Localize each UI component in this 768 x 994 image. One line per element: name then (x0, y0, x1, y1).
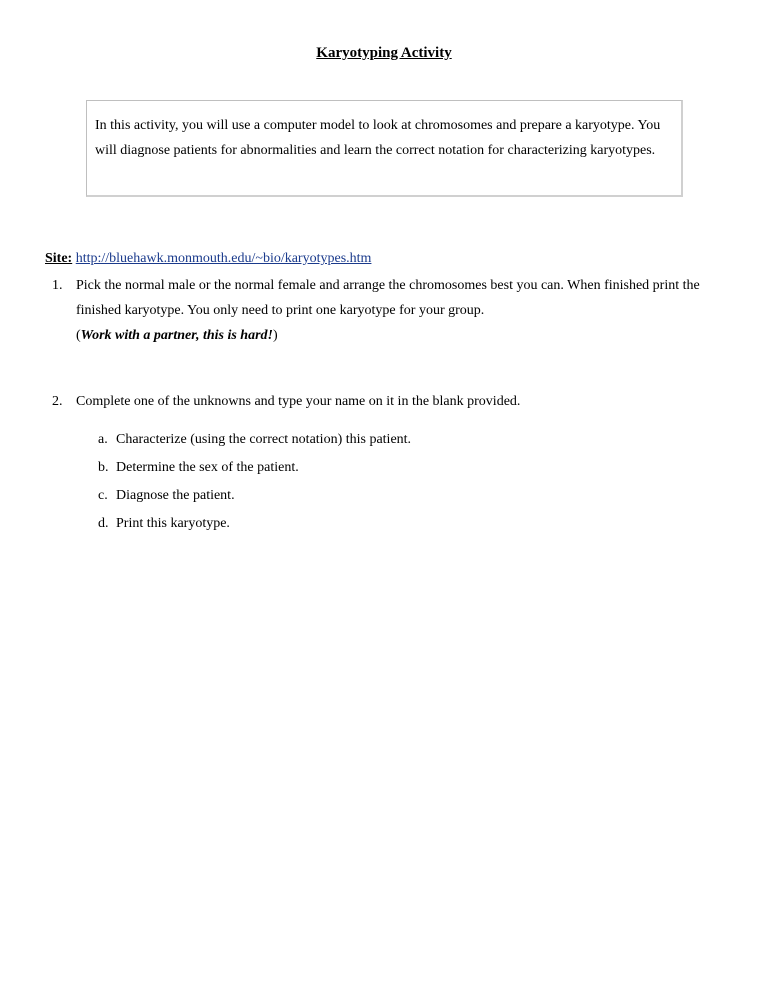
step-2-subitems (98, 426, 698, 538)
list-item-letter: c. (98, 488, 108, 503)
step-2-text: Complete one of the unknowns and type your name on it in the blank provided. (76, 394, 521, 409)
list-item-letter: b. (98, 460, 109, 475)
step-2 (52, 389, 732, 414)
step-1 (52, 273, 732, 348)
list-item (98, 454, 698, 482)
list-item-letter: a. (98, 432, 108, 447)
note-open-paren: ( (76, 328, 81, 343)
step-2-body (76, 389, 732, 414)
note-emphasis: Work with a partner, this is hard! (80, 328, 273, 343)
step-1-note (76, 323, 732, 348)
list-item (98, 426, 698, 454)
list-item-text: Print this karyotype. (116, 516, 230, 531)
page-title: Karyotyping Activity (316, 45, 452, 61)
list-item (98, 482, 698, 510)
step-1-text: Pick the normal male or the normal female and arrange the chromosomes best you can. When finished print the finished karyotype. You only need to print one karyotype for your group. (76, 278, 700, 318)
site-line (45, 251, 371, 267)
step-1-body (76, 273, 732, 348)
site-link[interactable]: http://bluehawk.monmouth.edu/~bio/karyotypes.htm (75, 251, 372, 266)
step-number: 2. (52, 394, 63, 409)
note-close-paren: ) (272, 328, 278, 343)
list-item-text: Determine the sex of the patient. (116, 460, 299, 475)
list-item-letter: d. (98, 516, 109, 531)
list-item-text: Diagnose the patient. (116, 488, 235, 503)
list-item-text: Characterize (using the correct notation) this patient. (116, 432, 412, 447)
site-label: Site: (45, 251, 73, 266)
intro-box (86, 100, 683, 197)
list-item (98, 510, 698, 538)
step-number: 1. (52, 278, 63, 293)
intro-text: In this activity, you will use a computer model to look at chromosomes and prepare a karyotype. You will diagnose patients for abnormalities and learn the correct notation for characterizing karyotypes. (95, 118, 661, 158)
